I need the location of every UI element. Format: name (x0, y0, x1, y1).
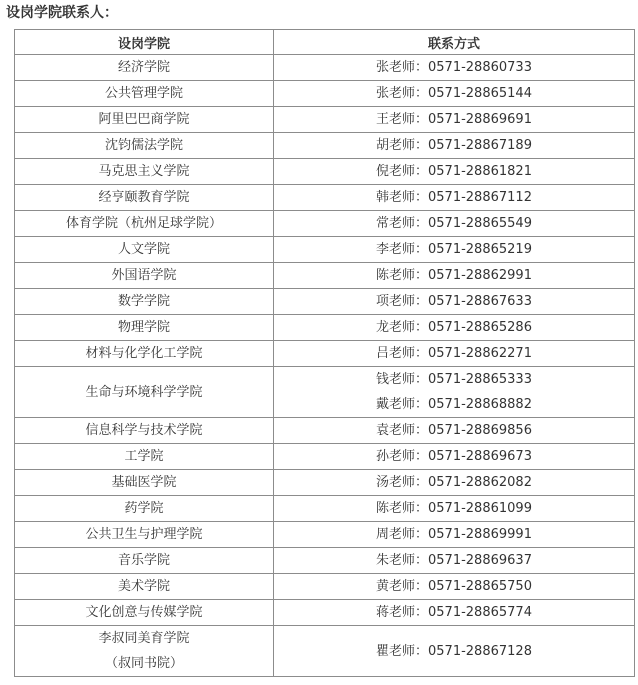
college-cell (15, 418, 274, 444)
table-row (15, 626, 635, 677)
college-name: 物理学院 (117, 320, 170, 335)
table-row (15, 81, 635, 107)
table-row (15, 289, 635, 315)
contact-cell (274, 289, 635, 315)
college-cell (15, 626, 274, 677)
table-row (15, 470, 635, 496)
college-cell (15, 55, 274, 81)
college-name: 公共卫生与护理学院 (85, 527, 203, 542)
table-row (15, 418, 635, 444)
college-cell (15, 522, 274, 548)
table-row (15, 237, 635, 263)
contact-cell (274, 159, 635, 185)
contact-cell (274, 133, 635, 159)
contact-cell (274, 600, 635, 626)
contact-info: 瞿老师：0571-28867128 (376, 643, 532, 659)
contact-info: 钱老师：0571-28865333 (376, 372, 532, 387)
college-name: 公共管理学院 (104, 86, 183, 101)
contact-cell (274, 522, 635, 548)
college-cell (15, 367, 274, 418)
table-body (15, 55, 635, 677)
contact-cell (274, 444, 635, 470)
contact-info: 韩老师：0571-28867112 (376, 190, 532, 205)
college-name: 材料与化学化工学院 (85, 346, 203, 361)
contact-info: 项老师：0571-28867633 (376, 294, 532, 309)
table-row (15, 133, 635, 159)
contact-info: 黄老师：0571-28865750 (376, 579, 532, 594)
college-cell (15, 159, 274, 185)
contact-info: 朱老师：0571-28869637 (376, 553, 532, 568)
college-name: 经亨颐教育学院 (98, 190, 190, 205)
college-name: 信息科学与技术学院 (85, 423, 203, 438)
college-cell (15, 211, 274, 237)
college-name: 李叔同美育学院 (98, 631, 190, 646)
contact-info: 王老师：0571-28869691 (376, 112, 532, 127)
table-row (15, 211, 635, 237)
college-cell (15, 444, 274, 470)
college-name: 文化创意与传媒学院 (85, 605, 203, 620)
college-cell (15, 548, 274, 574)
college-name: 工学院 (124, 449, 164, 464)
contact-info: 蒋老师：0571-28865774 (376, 605, 532, 620)
contact-info: 陈老师：0571-28862991 (376, 268, 532, 283)
contact-info: 龙老师：0571-28865286 (376, 320, 532, 335)
college-name: 音乐学院 (117, 553, 170, 568)
college-cell (15, 315, 274, 341)
college-cell (15, 289, 274, 315)
contact-cell (274, 211, 635, 237)
college-name: 沈钧儒法学院 (104, 138, 183, 153)
contact-info: 倪老师：0571-28861821 (376, 164, 532, 179)
contact-info: 张老师：0571-28860733 (376, 60, 532, 75)
college-cell (15, 81, 274, 107)
contact-cell (274, 315, 635, 341)
contacts-table (14, 29, 635, 677)
college-cell (15, 341, 274, 367)
college-name: 美术学院 (117, 579, 170, 594)
contact-cell (274, 574, 635, 600)
table-row (15, 315, 635, 341)
contact-info: 李老师：0571-28865219 (376, 242, 532, 257)
college-name: 人文学院 (117, 242, 170, 257)
contact-info: 常老师：0571-28865549 (376, 216, 532, 231)
contact-info: 周老师：0571-28869991 (376, 527, 532, 542)
contact-info: 张老师：0571-28865144 (376, 86, 532, 101)
contact-cell (274, 496, 635, 522)
contact-cell (274, 367, 635, 418)
table-row (15, 185, 635, 211)
contact-cell (274, 341, 635, 367)
college-cell (15, 263, 274, 289)
table-row (15, 444, 635, 470)
college-cell (15, 107, 274, 133)
college-cell (15, 237, 274, 263)
table-row (15, 55, 635, 81)
college-name: 基础医学院 (111, 475, 177, 490)
college-cell (15, 470, 274, 496)
contact-info: 陈老师：0571-28861099 (376, 501, 532, 516)
table-row (15, 522, 635, 548)
contact-info: 戴老师：0571-28868882 (376, 397, 532, 412)
contact-cell (274, 81, 635, 107)
college-cell (15, 185, 274, 211)
contact-cell (274, 185, 635, 211)
college-name: 外国语学院 (111, 268, 177, 283)
table-row (15, 367, 635, 418)
contact-cell (274, 418, 635, 444)
header-college: 设岗学院 (15, 30, 274, 55)
table-row (15, 263, 635, 289)
contact-info: 袁老师：0571-28869856 (376, 423, 532, 438)
college-name: 马克思主义学院 (98, 164, 190, 179)
contact-cell (274, 626, 635, 677)
college-cell (15, 574, 274, 600)
contact-cell (274, 470, 635, 496)
table-row (15, 159, 635, 185)
contact-cell (274, 55, 635, 81)
table-row (15, 341, 635, 367)
college-name: 数学学院 (117, 294, 170, 309)
contact-cell (274, 237, 635, 263)
college-cell (15, 133, 274, 159)
section-heading: 设岗学院联系人： (6, 5, 118, 21)
contact-cell (274, 263, 635, 289)
college-cell (15, 600, 274, 626)
table-row (15, 600, 635, 626)
table-row (15, 548, 635, 574)
table-row (15, 496, 635, 522)
college-name: 生命与环境科学学院 (85, 384, 203, 400)
college-name: 经济学院 (117, 60, 170, 75)
header-contact: 联系方式 (274, 30, 635, 55)
contact-info: 吕老师：0571-28862271 (376, 346, 532, 361)
college-cell (15, 496, 274, 522)
table-header (15, 30, 635, 55)
contact-cell (274, 548, 635, 574)
contact-info: 孙老师：0571-28869673 (376, 449, 532, 464)
contact-info: 汤老师：0571-28862082 (376, 475, 532, 490)
table-row (15, 574, 635, 600)
college-name: 药学院 (124, 501, 164, 516)
college-name: 阿里巴巴商学院 (98, 112, 190, 127)
table-header-row (15, 30, 635, 55)
college-name: （叔同书院） (104, 656, 183, 671)
contact-info: 胡老师：0571-28867189 (376, 138, 532, 153)
table-row (15, 107, 635, 133)
college-name: 体育学院（杭州足球学院） (65, 216, 222, 231)
contact-cell (274, 107, 635, 133)
